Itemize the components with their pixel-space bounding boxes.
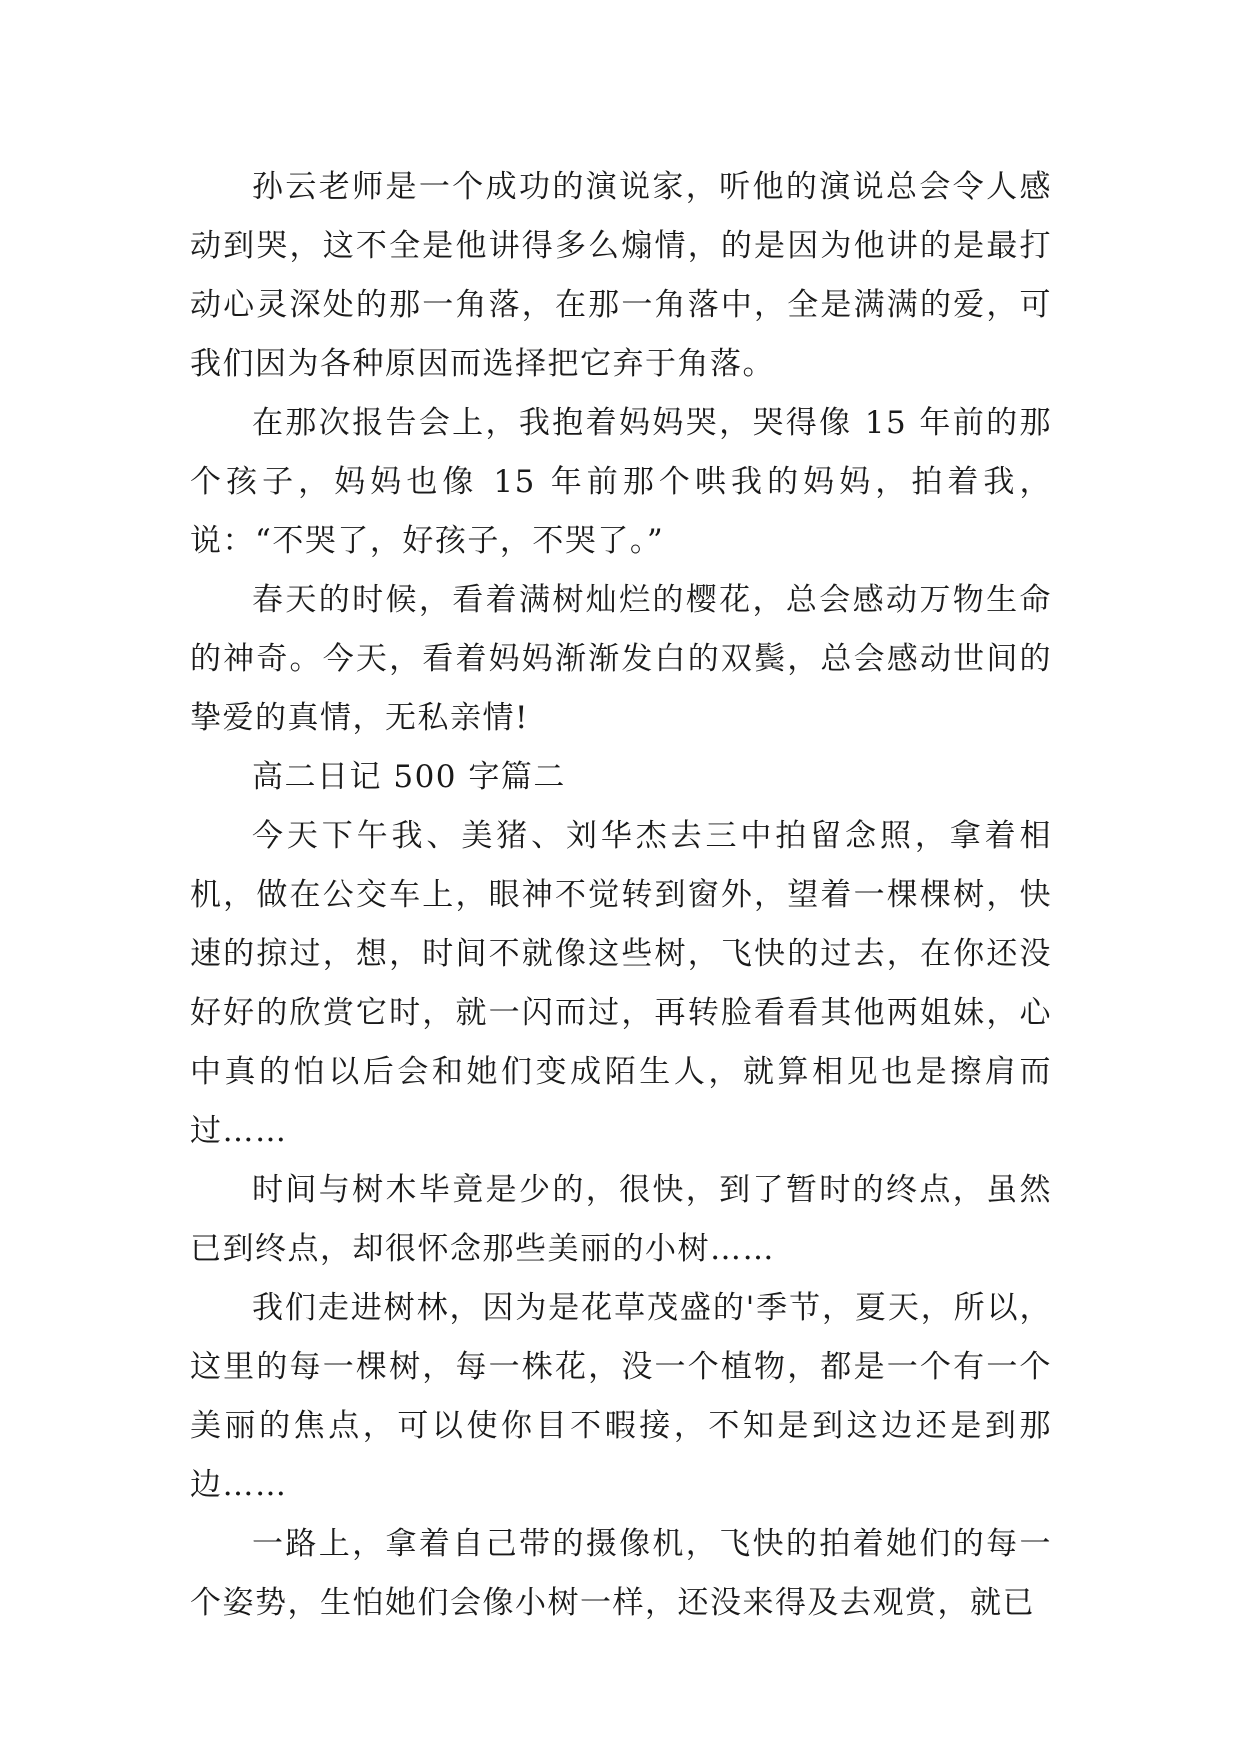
- paragraph-7: 一路上，拿着自己带的摄像机，飞快的拍着她们的每一个姿势，生怕她们会像小树一样，还没来得及去观赏，就已: [190, 1526, 1052, 1621]
- paragraph-2: 在那次报告会上，我抱着妈妈哭，哭得像 15 年前的那个孩子，妈妈也像 15 年前那个哄我的妈妈，拍着我，说：“不哭了，好孩子，不哭了。”: [190, 405, 1052, 559]
- document-body: [190, 158, 1052, 1633]
- paragraph-6: 我们走进树林，因为是花草茂盛的'季节，夏天，所以，这里的每一棵树，每一株花，没一个植物，都是一个有一个美丽的焦点，可以使你目不暇接，不知是到这边还是到那边……: [190, 1290, 1052, 1503]
- section-heading: 高二日记 500 字篇二: [252, 759, 566, 795]
- paragraph-5: 时间与树木毕竟是少的，很快，到了暂时的终点，虽然已到终点，却很怀念那些美丽的小树……: [190, 1172, 1052, 1267]
- paragraph-3: 春天的时候，看着满树灿烂的樱花，总会感动万物生命的神奇。今天，看着妈妈渐渐发白的双鬓，总会感动世间的挚爱的真情，无私亲情!: [190, 582, 1052, 736]
- paragraph-1: 孙云老师是一个成功的演说家，听他的演说总会令人感动到哭，这不全是他讲得多么煽情，的是因为他讲的是最打动心灵深处的那一角落，在那一角落中，全是满满的爱，可我们因为各种原因而选择把它弃于角落。: [190, 169, 1052, 382]
- paragraph-4: 今天下午我、美猪、刘华杰去三中拍留念照，拿着相机，做在公交车上，眼神不觉转到窗外，望着一棵棵树，快速的掠过，想，时间不就像这些树，飞快的过去，在你还没好好的欣赏它时，就一闪而过，再转脸看看其他两姐妹，心中真的怕以后会和她们变成陌生人，就算相见也是擦肩而过……: [190, 818, 1052, 1149]
